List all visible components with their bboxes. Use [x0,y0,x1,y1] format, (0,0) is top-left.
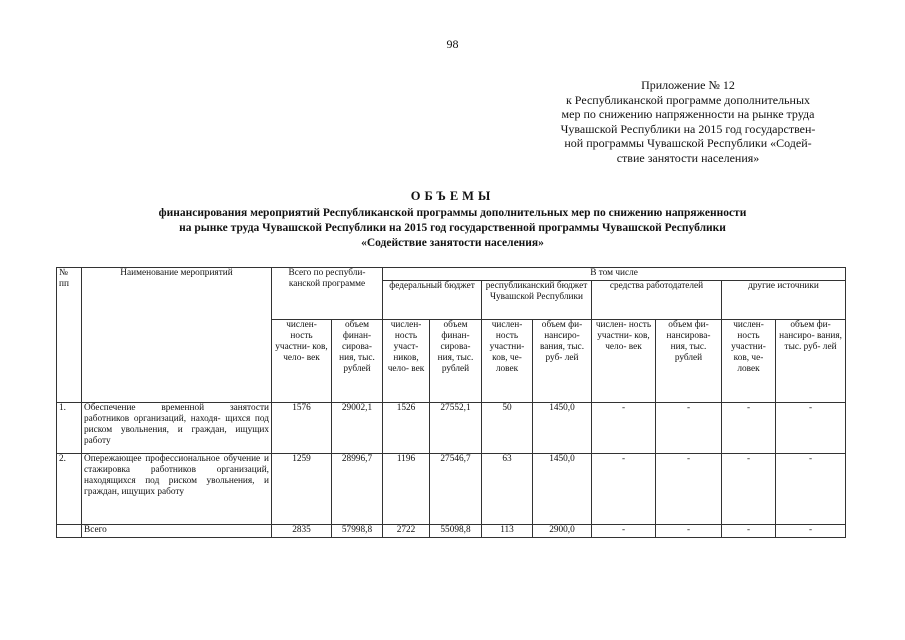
cell-rep-people: 113 [482,525,533,538]
appendix-line: мер по снижению напряженности на рынке труда [561,107,815,121]
cell-total-money: 29002,1 [332,403,383,454]
cell-emp-people: - [592,403,656,454]
header-federal: федеральный бюджет [383,281,482,320]
cell-fed-people: 1526 [383,403,430,454]
cell-oth-money: - [776,454,846,525]
subheader-cell: объем финан- сирова- ния, тыс. рублей [332,320,383,403]
header-name: Наименование мероприятий [82,268,272,403]
cell-oth-money: - [776,403,846,454]
header-other: другие источники [722,281,846,320]
cell-emp-money: - [656,454,722,525]
document-subtitle [70,206,835,251]
table-row [57,454,846,525]
appendix-line: к Республиканской программе дополнительных [565,92,811,107]
row-name: Обеспечение временной занятости работников организаций, находя- щихся под риском увольнения, и граждан, ищущих работу [82,403,272,454]
appendix-line: ной программы Чувашской Республики «Содей- [564,136,812,150]
subheader-cell: объем фи- нансиро- вания, тыс. руб- лей [776,320,846,403]
subheader-cell: числен- ность участни- ков, чело- век [592,320,656,403]
cell-rep-money: 1450,0 [533,454,592,525]
cell-total-people: 1259 [272,454,332,525]
subtitle-line: на рынке труда Чувашской Республики на 2015 год государственной программы Чувашской Республики [179,222,726,234]
cell-rep-money: 1450,0 [533,403,592,454]
cell-total-money: 28996,7 [332,454,383,525]
cell-fed-money: 55098,8 [430,525,482,538]
appendix-line: Чувашской Республики на 2015 год государствен- [560,121,816,136]
header-row [57,268,846,281]
row-num: 1. [57,403,82,454]
total-num-cell [57,525,82,538]
cell-total-people: 1576 [272,403,332,454]
header-employer: средства работодателей [592,281,722,320]
document-title: ОБЪЕМЫ [410,189,495,203]
subheader-cell: числен- ность участни- ков, че- ловек [722,320,776,403]
page-number: 98 [446,37,459,51]
financing-table [56,267,846,538]
header-including: В том числе [383,268,846,281]
cell-rep-people: 50 [482,403,533,454]
subheader-cell: объем финан- сирова- ния, тыс. рублей [430,320,482,403]
subtitle-line: финансирования мероприятий Республиканской программы дополнительных мер по снижению напряженности [158,207,747,219]
appendix-line: Приложение № 12 [641,78,735,92]
cell-oth-people: - [722,525,776,538]
total-label: Всего [82,525,272,538]
subheader-cell: объем фи- нансиро- вания, тыс. руб- лей [533,320,592,403]
total-row [57,525,846,538]
table-row [57,403,846,454]
appendix-line: ствие занятости населения» [616,150,760,165]
subheader-cell: числен- ность участ- ников, чело- век [383,320,430,403]
subheader-cell: объем фи- нансирова- ния, тыс. рублей [656,320,722,403]
cell-fed-people: 2722 [383,525,430,538]
header-republican: республиканский бюджет Чувашской Республики [482,281,592,320]
cell-oth-people: - [722,454,776,525]
row-num: 2. [57,454,82,525]
cell-rep-people: 63 [482,454,533,525]
cell-fed-money: 27546,7 [430,454,482,525]
cell-total-money: 57998,8 [332,525,383,538]
cell-emp-people: - [592,525,656,538]
header-num: № пп [57,268,82,403]
subheader-cell: числен- ность участни- ков, че- ловек [482,320,533,403]
appendix-note [528,78,848,165]
cell-emp-people: - [592,454,656,525]
cell-emp-money: - [656,403,722,454]
header-total: Всего по республи- канской программе [272,268,383,320]
row-name: Опережающее профессиональное обучение и стажировка работников организаций, находящихся под риском увольнения, и граждан, ищущих работу [82,454,272,525]
cell-total-people: 2835 [272,525,332,538]
cell-fed-money: 27552,1 [430,403,482,454]
cell-fed-people: 1196 [383,454,430,525]
subheader-cell: числен- ность участни- ков, чело- век [272,320,332,403]
cell-oth-money: - [776,525,846,538]
cell-oth-people: - [722,403,776,454]
cell-emp-money: - [656,525,722,538]
cell-rep-money: 2900,0 [533,525,592,538]
subtitle-line: «Содействие занятости населения» [361,237,544,249]
